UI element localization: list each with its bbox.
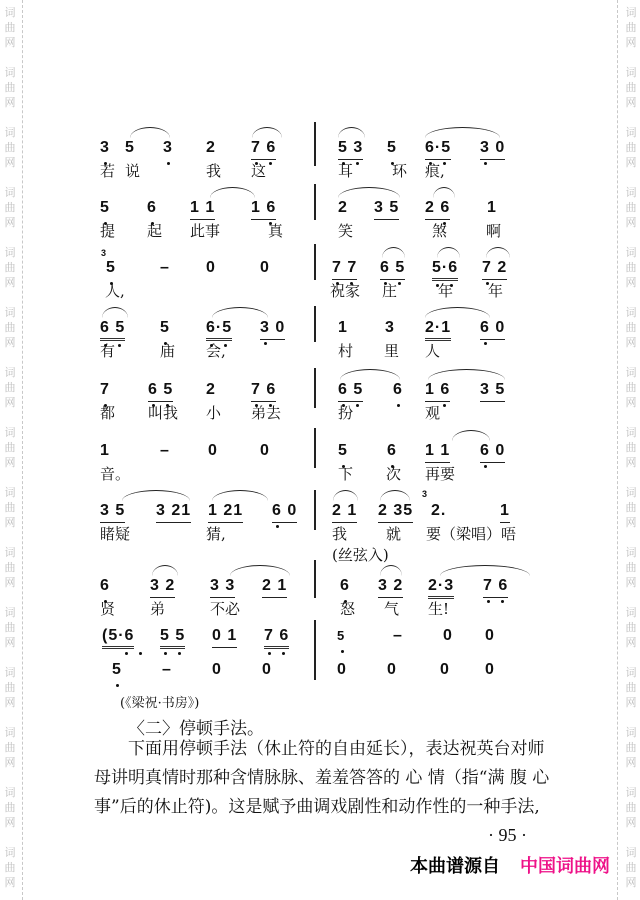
lyric: 都 (100, 404, 116, 422)
lyric: 若 (100, 162, 116, 180)
lyric: 有 (100, 342, 116, 360)
note: 5 (337, 628, 346, 643)
octave-dot-below (264, 342, 267, 345)
lyric: 就 (386, 525, 402, 543)
note: 2·3 (428, 576, 454, 599)
watermark-text: 词 曲 网 (4, 426, 16, 469)
lyric: 猜, (206, 525, 226, 543)
note: 6 (393, 381, 403, 398)
note: 0 1 (212, 626, 237, 648)
note: 1 (100, 442, 110, 459)
lyric: 庄 (382, 282, 398, 300)
watermark-text: 词 曲 网 (625, 126, 637, 169)
note: 7 6 (483, 576, 508, 598)
octave-dot-below (487, 600, 490, 603)
watermark-text: 词 曲 网 (625, 426, 637, 469)
note: 0 (485, 661, 495, 678)
octave-dot-below (118, 344, 121, 347)
octave-dot-below (484, 162, 487, 165)
watermark-text: 词 曲 网 (4, 606, 16, 649)
source-label: 本曲谱源自 (410, 856, 500, 877)
slur-arc (428, 369, 505, 380)
note: – (162, 661, 172, 678)
note: 3 5 (100, 501, 125, 523)
slur-arc (433, 187, 455, 198)
watermark-text: 词 曲 网 (625, 306, 637, 349)
note: 3 (163, 139, 173, 156)
watermark-text: 词 曲 网 (4, 726, 16, 769)
slur-arc (380, 490, 410, 501)
octave-dot-below (167, 162, 170, 165)
note: 6 5 (338, 380, 363, 402)
note: 6 0 (480, 318, 505, 340)
note: 6 5 (100, 318, 125, 341)
lyric: 弟去 (251, 404, 282, 422)
watermark-text: 词 曲 网 (625, 666, 637, 709)
note: 0 (206, 259, 216, 276)
lyric: 煞 (432, 222, 448, 240)
note: 6 (340, 577, 350, 594)
watermark-text: 词 曲 网 (625, 66, 637, 109)
note: 0 (262, 661, 272, 678)
lyric: 年 (488, 282, 504, 300)
lyric: 会, (206, 342, 226, 360)
lyric: 啊 (486, 222, 502, 240)
lyric: 这 (251, 162, 267, 180)
slur-arc (212, 307, 268, 318)
lyric: 环 (392, 162, 408, 180)
note: 3 (100, 139, 110, 156)
note: 5 (100, 199, 110, 216)
note: 2 1 (332, 501, 357, 523)
note: 5 (338, 442, 348, 459)
note: 3 (385, 319, 395, 336)
note: 5·6 (432, 258, 458, 281)
note: 1 (338, 319, 348, 336)
section-heading: 〈二〉停顿手法。 (128, 719, 264, 739)
octave-dot-below (282, 652, 285, 655)
lyric: 村 (338, 342, 354, 360)
slur-arc (452, 430, 490, 441)
note: 5 3 (338, 138, 363, 160)
lyric: 笑 (338, 222, 354, 240)
lyric: 再要 (425, 465, 456, 483)
octave-dot-below (116, 684, 119, 687)
lyric: 怒 (340, 600, 356, 618)
lyric: 扮 (338, 404, 354, 422)
note: 7 6 (251, 380, 276, 402)
note: 1 (487, 199, 497, 216)
note: 6 0 (480, 441, 505, 463)
note: 2 1 (262, 576, 287, 598)
barline (314, 368, 316, 408)
slur-arc (210, 187, 255, 198)
watermark-text: 词 曲 网 (625, 366, 637, 409)
note: 7 7 (332, 258, 357, 280)
note: 7 2 (482, 258, 507, 280)
octave-dot-below (276, 525, 279, 528)
note: 6 (147, 199, 157, 216)
barline (314, 428, 316, 468)
note: 2. (431, 502, 447, 519)
slur-arc (437, 247, 460, 258)
note: 1 1 (425, 441, 450, 463)
octave-dot-below (397, 404, 400, 407)
lyric: 睹疑 (100, 525, 131, 543)
octave-dot-below (484, 342, 487, 345)
note: 5 (160, 319, 170, 336)
watermark-text: 词 曲 网 (625, 186, 637, 229)
lyric: 不必 (210, 600, 241, 618)
note: 0 (387, 661, 397, 678)
lyric: 我 (332, 525, 348, 543)
performance-note: (丝弦入) (332, 546, 389, 564)
note: 6·5 (206, 318, 232, 341)
octave-dot-below (356, 404, 359, 407)
slur-arc (338, 187, 400, 198)
note: 6 (100, 577, 110, 594)
octave-dot-below (356, 162, 359, 165)
note: 2 (206, 381, 216, 398)
note: 0 (337, 661, 347, 678)
lyric: 人 (425, 342, 441, 360)
note: 2 6 (425, 198, 450, 220)
note: 6 5 (380, 258, 405, 280)
lyric: 我 (206, 162, 222, 180)
note: 0 (485, 627, 495, 644)
slur-arc (440, 565, 530, 576)
note: – (160, 259, 170, 276)
note: – (160, 442, 170, 459)
note: 2·1 (425, 318, 451, 341)
watermark-text: 词 曲 网 (4, 306, 16, 349)
note: 5 (112, 661, 122, 678)
lyric: 要（梁唱）唔 (426, 525, 517, 543)
note: 6 0 (272, 501, 297, 523)
note: 3 0 (260, 318, 285, 340)
lyric: 提 (100, 222, 116, 240)
watermark-text: 词 曲 网 (625, 606, 637, 649)
lyric: 次 (386, 465, 402, 483)
note: 0 (212, 661, 222, 678)
note: 5 (106, 259, 116, 276)
octave-dot-below (125, 652, 128, 655)
note: 3 5 (480, 380, 505, 402)
note: 7 6 (251, 138, 276, 160)
lyric: 说 (125, 162, 141, 180)
note: – (393, 627, 403, 644)
octave-dot-below (164, 652, 167, 655)
slur-arc (252, 127, 282, 138)
paragraph-line-2: 母讲明真情时那种含情脉脉、羞羞答答的 心 情（指“满 腹 心 (94, 768, 550, 788)
note: 1 (500, 501, 510, 523)
lyric: 起 (147, 222, 163, 240)
note: 5 (387, 139, 397, 156)
paragraph-line-1: 下面用停顿手法（休止符的自由延长），表达祝英台对师 (128, 739, 545, 759)
watermark-text: 词 曲 网 (4, 846, 16, 889)
watermark-column-left (0, 0, 23, 900)
note: 7 6 (264, 626, 289, 649)
note: 1 1 (190, 198, 215, 220)
watermark-text: 词 曲 网 (625, 726, 637, 769)
lyric: 贤 (100, 600, 116, 618)
watermark-text: 词 曲 网 (625, 6, 637, 49)
watermark-text: 词 曲 网 (625, 246, 637, 289)
watermark-text: 词 曲 网 (625, 786, 637, 829)
slur-arc (380, 565, 402, 576)
lyric: 观 (425, 404, 441, 422)
note: 3 21 (156, 501, 191, 523)
note: 6·5 (425, 138, 451, 160)
barline (314, 620, 316, 680)
note: 3 0 (480, 138, 505, 160)
slur-arc (130, 127, 170, 138)
lyric: 耳 (338, 162, 354, 180)
note: 2 (206, 139, 216, 156)
note: 2 (338, 199, 348, 216)
barline (314, 184, 316, 220)
lyric: 痕, (425, 162, 445, 180)
octave-dot-below (484, 465, 487, 468)
note: 3 2 (150, 576, 175, 598)
slur-arc (486, 247, 510, 258)
lyric: 此事 (190, 222, 221, 240)
watermark-text: 词 曲 网 (4, 666, 16, 709)
watermark-text: 词 曲 网 (4, 366, 16, 409)
barline (314, 490, 316, 530)
watermark-text: 词 曲 网 (4, 786, 16, 829)
octave-dot-below (501, 600, 504, 603)
octave-dot-below (341, 650, 344, 653)
lyric: 小 (206, 404, 222, 422)
lyric: 里 (384, 342, 400, 360)
grace-note: 3 (101, 248, 107, 258)
note: 3 2 (378, 576, 403, 598)
barline (314, 244, 316, 280)
note: 3 3 (210, 576, 235, 598)
slur-arc (340, 369, 400, 380)
octave-dot-below (398, 282, 401, 285)
note: 2 35 (378, 501, 413, 523)
lyric: 叫我 (148, 404, 179, 422)
note: 0 (208, 442, 218, 459)
slur-arc (338, 127, 365, 138)
lyric: 年 (438, 282, 454, 300)
watermark-text: 词 曲 网 (625, 846, 637, 889)
slur-arc (382, 247, 405, 258)
note: 1 21 (208, 501, 243, 523)
slur-arc (425, 127, 500, 138)
note: 5 5 (160, 626, 185, 649)
octave-dot-below (268, 652, 271, 655)
grace-note: 3 (422, 489, 428, 499)
octave-dot-below (139, 652, 142, 655)
note: 7 (100, 381, 110, 398)
watermark-text: 词 曲 网 (4, 126, 16, 169)
slur-arc (230, 565, 290, 576)
lyric: 祝家 (330, 282, 361, 300)
lyric: 弟 (150, 600, 166, 618)
note: 6 (387, 442, 397, 459)
lyric: 音。 (100, 465, 131, 483)
score-caption: (《梁祝·书房》) (120, 696, 200, 711)
watermark-text: 词 曲 网 (4, 246, 16, 289)
watermark-text: 词 曲 网 (4, 66, 16, 109)
note: 1 6 (251, 198, 276, 220)
watermark-text: 词 曲 网 (4, 6, 16, 49)
watermark-text: 词 曲 网 (4, 546, 16, 589)
slur-arc (102, 307, 128, 318)
slur-arc (152, 565, 178, 576)
note: 0 (260, 442, 270, 459)
slur-arc (333, 490, 358, 501)
lyric: 真 (268, 222, 284, 240)
note: 0 (443, 627, 453, 644)
note: 3 5 (374, 198, 399, 220)
source-site-link[interactable]: 中国词曲网 (520, 856, 610, 877)
slur-arc (122, 490, 190, 501)
lyric: 下 (338, 465, 354, 483)
watermark-text: 词 曲 网 (4, 186, 16, 229)
watermark-text: 词 曲 网 (4, 486, 16, 529)
note: 5 (125, 139, 135, 156)
note: (5·6 (102, 626, 134, 649)
barline (314, 560, 316, 598)
lyric: 人, (105, 282, 125, 300)
octave-dot-below (443, 404, 446, 407)
paragraph-line-3: 事”后的休止符)。这是赋予曲调戏剧性和动作性的一种手法, (94, 797, 540, 817)
slur-arc (212, 490, 268, 501)
note: 1 6 (425, 380, 450, 402)
watermark-column-right (617, 0, 640, 900)
barline (314, 122, 316, 166)
slur-arc (425, 307, 490, 318)
octave-dot-below (178, 652, 181, 655)
octave-dot-below (269, 162, 272, 165)
lyric: 生! (428, 600, 450, 618)
note: 0 (260, 259, 270, 276)
page-number: · 95 · (488, 825, 527, 845)
watermark-text: 词 曲 网 (625, 486, 637, 529)
watermark-text: 词 曲 网 (625, 546, 637, 589)
lyric: 气 (384, 600, 400, 618)
barline (314, 306, 316, 342)
note: 0 (440, 661, 450, 678)
note: 6 5 (148, 380, 173, 402)
lyric: 庙 (160, 342, 176, 360)
